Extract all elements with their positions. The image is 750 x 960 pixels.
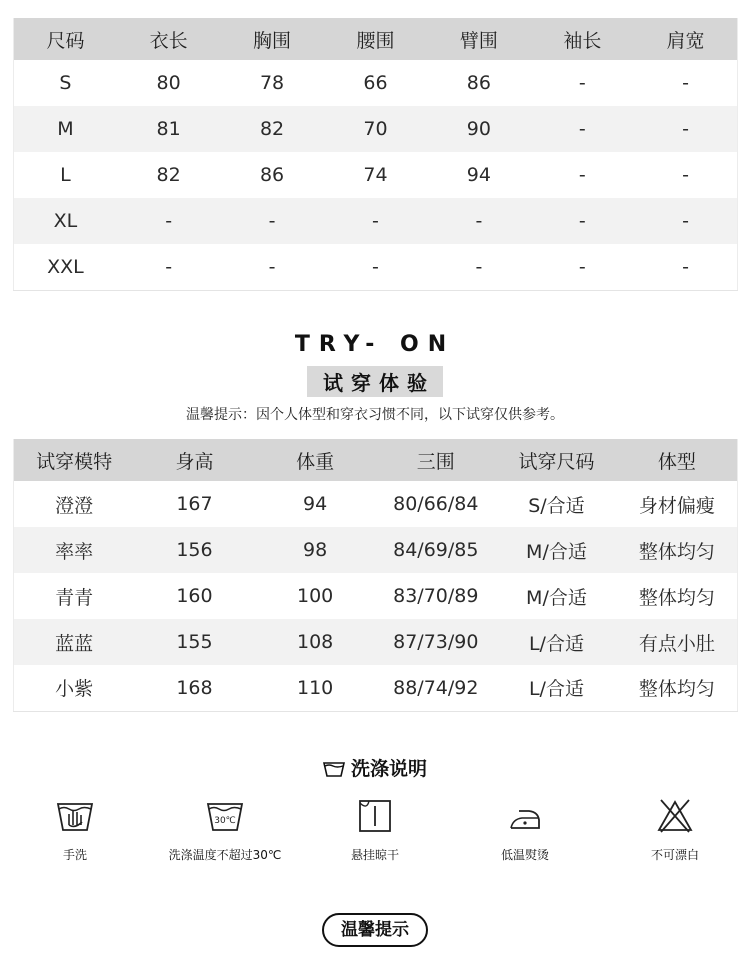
table-cell: - [427, 244, 530, 290]
table-row [14, 198, 738, 244]
table-cell: 155 [134, 619, 255, 665]
table-cell: 81 [117, 106, 220, 152]
table-cell: 86 [427, 60, 530, 106]
table-cell: 90 [427, 106, 530, 152]
washing-title-text: 洗涤说明 [350, 758, 427, 780]
table-cell: 澄澄 [14, 481, 135, 527]
wash-30-icon [150, 796, 300, 836]
table-row [14, 244, 738, 290]
table-cell: 87/73/90 [375, 619, 496, 665]
table-cell: 小紫 [14, 665, 135, 711]
warm-tip-badge: 温馨提示 [322, 913, 428, 947]
table-cell: 110 [255, 665, 376, 711]
table-cell: - [220, 198, 323, 244]
header-cell: 试穿尺码 [496, 439, 617, 481]
table-cell: - [117, 198, 220, 244]
care-label: 低温熨烫 [500, 848, 549, 862]
low-iron-icon [450, 796, 600, 836]
table-row [14, 106, 738, 152]
care-item-low-iron [450, 796, 600, 863]
table-row [14, 481, 738, 527]
care-label: 悬挂晾干 [350, 848, 399, 862]
table-row [14, 60, 738, 106]
header-cell: 体重 [255, 439, 376, 481]
table-cell: - [634, 152, 737, 198]
table-row [14, 527, 738, 573]
table-cell: - [531, 152, 634, 198]
table-cell: L/合适 [496, 619, 617, 665]
table-cell: L [14, 152, 117, 198]
table-cell: - [634, 198, 737, 244]
table-cell: 108 [255, 619, 376, 665]
table-cell: M/合适 [496, 573, 617, 619]
table-cell: 整体均匀 [617, 527, 738, 573]
table-cell: 167 [134, 481, 255, 527]
tryon-table-header [14, 439, 738, 481]
header-cell: 三围 [375, 439, 496, 481]
header-cell: 肩宽 [634, 18, 737, 60]
table-cell: 86 [220, 152, 323, 198]
table-cell: XXL [14, 244, 117, 290]
table-cell: 青青 [14, 573, 135, 619]
table-cell: 80/66/84 [375, 481, 496, 527]
header-cell: 衣长 [117, 18, 220, 60]
header-cell: 臂围 [427, 18, 530, 60]
header-cell: 身高 [134, 439, 255, 481]
table-cell: XL [14, 198, 117, 244]
table-row [14, 665, 738, 711]
table-row [14, 619, 738, 665]
table-cell: - [634, 60, 737, 106]
table-cell: M [14, 106, 117, 152]
header-cell: 胸围 [220, 18, 323, 60]
no-bleach-icon [600, 796, 750, 836]
table-cell: 66 [324, 60, 427, 106]
table-cell: - [634, 244, 737, 290]
table-cell: 82 [117, 152, 220, 198]
table-cell: - [634, 106, 737, 152]
basin-icon [323, 760, 345, 778]
care-item-hand-wash [0, 796, 150, 863]
care-item-no-bleach [600, 796, 750, 863]
header-cell: 袖长 [531, 18, 634, 60]
care-label: 洗涤温度不超过30℃ [168, 848, 282, 862]
table-cell: S [14, 60, 117, 106]
table-cell: - [324, 244, 427, 290]
table-cell: 168 [134, 665, 255, 711]
table-cell: 身材偏瘦 [617, 481, 738, 527]
tryon-title-cn: 试穿体验 [307, 366, 443, 397]
table-cell: - [220, 244, 323, 290]
size-table [13, 18, 738, 291]
table-cell: 88/74/92 [375, 665, 496, 711]
tryon-title-en: TRY- ON [294, 332, 456, 357]
hand-wash-icon [0, 796, 150, 836]
table-cell: 蓝蓝 [14, 619, 135, 665]
table-cell: - [117, 244, 220, 290]
care-label: 不可漂白 [650, 848, 699, 862]
table-cell: 整体均匀 [617, 665, 738, 711]
care-label: 手洗 [62, 848, 87, 862]
table-cell: - [531, 60, 634, 106]
table-cell: 80 [117, 60, 220, 106]
table-cell: 82 [220, 106, 323, 152]
table-cell: 100 [255, 573, 376, 619]
table-cell: 70 [324, 106, 427, 152]
hang-dry-icon [300, 796, 450, 836]
table-cell: - [531, 106, 634, 152]
table-cell: L/合适 [496, 665, 617, 711]
table-cell: 94 [427, 152, 530, 198]
tryon-tip: 温馨提示：因个人体型和穿衣习惯不同，以下试穿仅供参考。 [186, 407, 564, 423]
table-row [14, 152, 738, 198]
table-cell: - [427, 198, 530, 244]
table-cell: S/合适 [496, 481, 617, 527]
washing-title [0, 754, 750, 781]
table-cell: 率率 [14, 527, 135, 573]
tryon-table [13, 439, 738, 712]
table-cell: 94 [255, 481, 376, 527]
header-cell: 腰围 [324, 18, 427, 60]
table-cell: 160 [134, 573, 255, 619]
table-cell: 83/70/89 [375, 573, 496, 619]
tryon-title-wrap [0, 366, 750, 397]
header-cell: 体型 [617, 439, 738, 481]
table-cell: 74 [324, 152, 427, 198]
table-cell: 有点小肚 [617, 619, 738, 665]
header-cell: 尺码 [14, 18, 117, 60]
table-row [14, 573, 738, 619]
table-cell: M/合适 [496, 527, 617, 573]
table-cell: - [324, 198, 427, 244]
size-table-header [14, 18, 738, 60]
table-cell: - [531, 244, 634, 290]
table-cell: 84/69/85 [375, 527, 496, 573]
table-cell: 156 [134, 527, 255, 573]
care-item-wash-30 [150, 796, 300, 863]
cropped-heading [0, 0, 750, 6]
table-cell: 78 [220, 60, 323, 106]
care-item-hang-dry [300, 796, 450, 863]
table-cell: - [531, 198, 634, 244]
wash-temp: 30℃ [214, 816, 236, 826]
table-cell: 98 [255, 527, 376, 573]
table-cell: 整体均匀 [617, 573, 738, 619]
header-cell: 试穿模特 [14, 439, 135, 481]
